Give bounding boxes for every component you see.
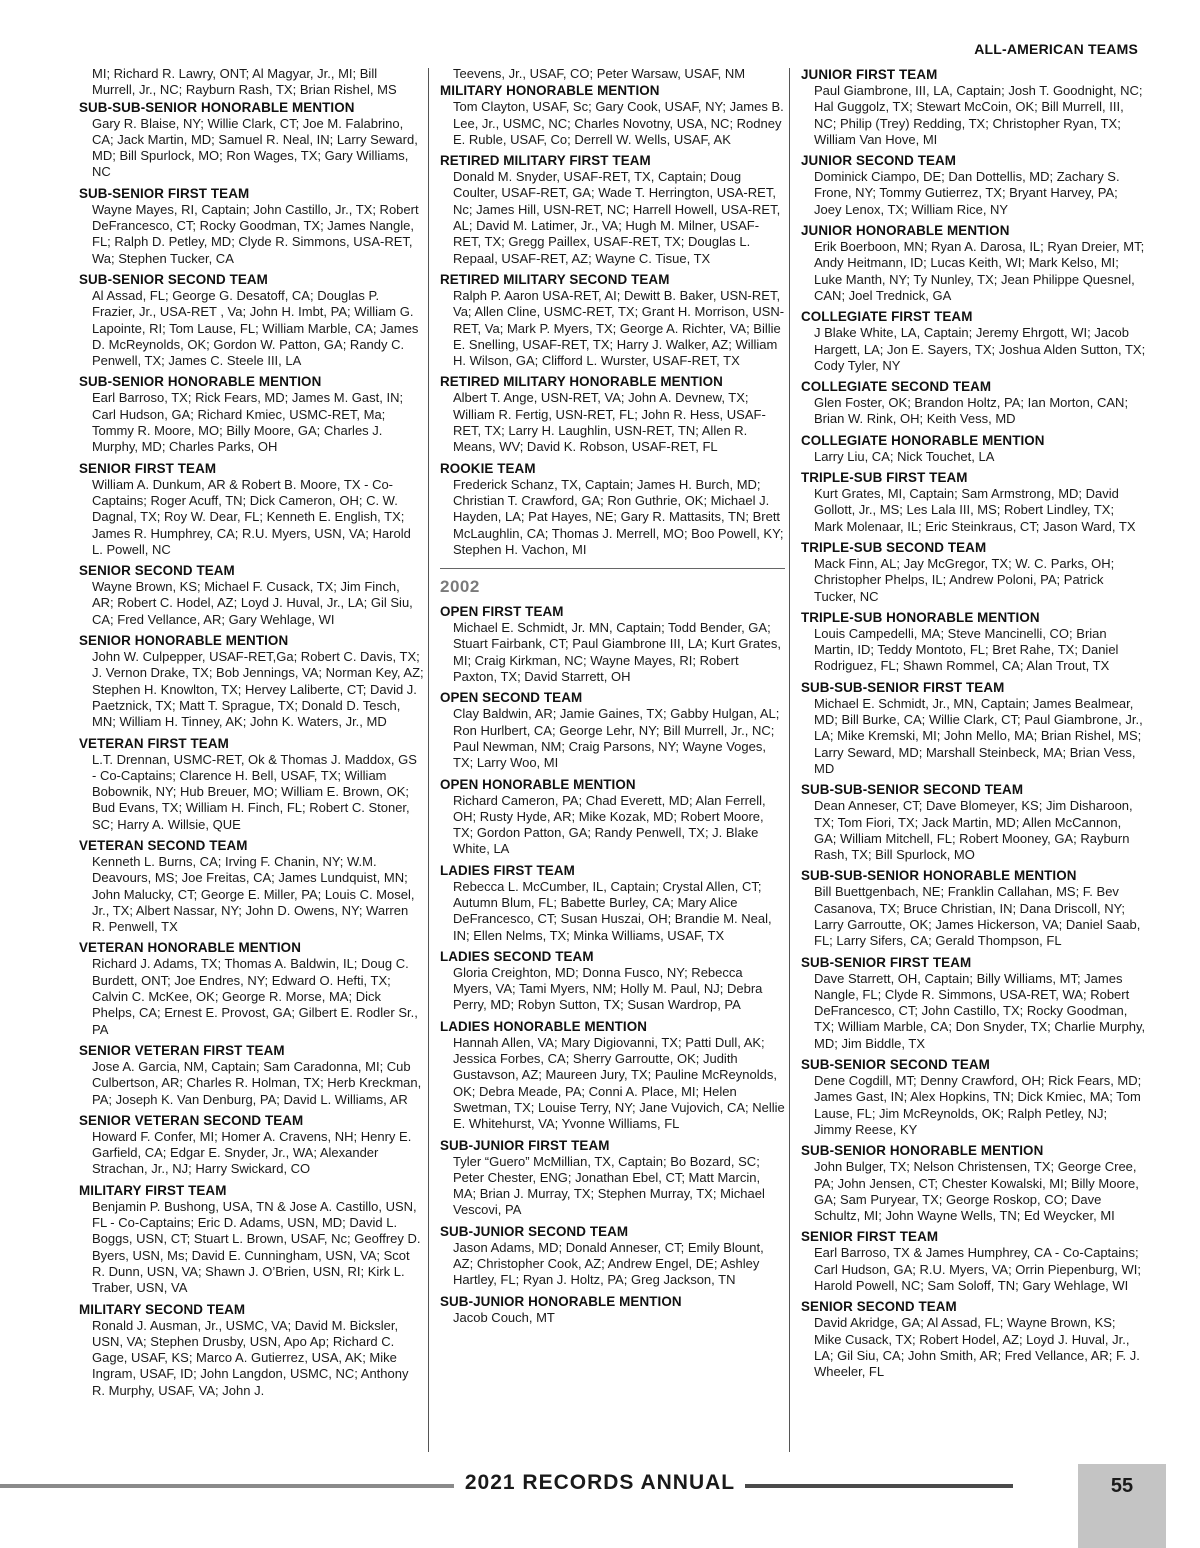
section-title: JUNIOR SECOND TEAM: [801, 153, 957, 169]
column-divider: [789, 68, 790, 1452]
section-body: Larry Liu, CA; Nick Touchet, LA: [814, 448, 995, 464]
section-title: SENIOR HONORABLE MENTION: [79, 633, 289, 649]
team-section: [801, 781, 1146, 863]
continued-text: Teevens, Jr., USAF, CO; Peter Warsaw, USAF, NM: [453, 66, 746, 81]
section-title: VETERAN FIRST TEAM: [79, 735, 229, 751]
column-1: [79, 66, 424, 1403]
team-section: [79, 185, 424, 267]
section-title: SUB-SENIOR HONORABLE MENTION: [801, 1143, 1044, 1159]
team-section: [801, 867, 1146, 949]
team-section: [440, 948, 785, 1014]
section-title: RETIRED MILITARY SECOND TEAM: [440, 271, 670, 287]
section-list: [801, 66, 1146, 1381]
team-section: [801, 152, 1146, 218]
team-section: [440, 862, 785, 944]
column-2: [440, 66, 785, 1330]
team-section: [79, 99, 424, 181]
team-section: [440, 1223, 785, 1289]
section-list: [440, 82, 785, 558]
team-section: [440, 271, 785, 369]
section-body: Earl Barroso, TX; Rick Fears, MD; James M. Gast, IN; Carl Hudson, GA; Richard Kmiec, USMC-RET, Ma; Tommy R. Moore, MO; Billy Moore, GA; Charles J. Murphy, MD; Charles Parks, OH: [92, 390, 404, 455]
team-section: [79, 1112, 424, 1178]
section-body: Erik Boerboon, MN; Ryan A. Darosa, IL; Ryan Dreier, MT; Andy Heitmann, ID; Lucas Keith, WI; Mark Kelso, MI; Luke Manth, NY; Ty Nunley, TX; Jean Philippe Quesnel, CAN; Joel Trednick, GA: [814, 239, 1145, 303]
team-section: [79, 271, 424, 369]
team-section: [440, 460, 785, 558]
team-section: [440, 373, 785, 455]
section-title: ROOKIE TEAM: [440, 460, 536, 476]
section-title: MILITARY SECOND TEAM: [79, 1301, 246, 1317]
page-number: 55: [1110, 1475, 1134, 1497]
section-body: Kenneth L. Burns, CA; Irving F. Chanin, NY; W.M. Deavours, MS; Joe Freitas, CA; James Lundquist, MN; John Malucky, CT; George E. Miller, PA; Louis C. Mosel, Jr., TX; Albert Nassar, NY; John D. Owens, NY; Warren R. Penwell, TX: [92, 853, 415, 935]
section-body: Michael E. Schmidt, Jr., MN, Captain; James Bealmear, MD; Bill Burke, CA; Willie Clark, CT; Paul Giambrone, Jr., LA; Mike Kremski, MI; John Mello, MA; Brian Rishel, MS; Larry Seward, MD; Marshall Steinbeck, MA; Brian Vess, MD: [814, 695, 1143, 776]
section-body: Donald M. Snyder, USAF-RET, TX, Captain; Doug Coulter, USAF-RET, GA; Wade T. Herrington, USA-RET, Nc; James Hill, USN-RET, NC; Harrell Howell, USA-RET, AL; David M. Latimer, Jr., VA; Hugh M. Milner, USAF-RET, TX; Gregg Paillex, USAF-RET, TX; Douglas L. Repaal, USAF-RET, AZ; Wayne C. Tisue, TX: [453, 169, 781, 266]
section-title: SENIOR SECOND TEAM: [79, 563, 235, 579]
team-section: [79, 837, 424, 935]
team-section: [440, 82, 785, 148]
section-body: Tyler “Guero” McMillian, TX, Captain; Bo Bozard, SC; Peter Chester, ENG; Jonathan Ebel, CT; Matt Marcin, MA; Brian J. Murray, TX; Stephen Murray, TX; Michael Vescovi, PA: [453, 1153, 765, 1218]
section-body: Ronald J. Ausman, Jr., USMC, VA; David M. Bicksler, USN, VA; Stephen Drusby, USN, Apo Ap; Richard C. Gage, USAF, KS; Marco A. Gutierrez, USA, AK; Mike Ingram, USAF, ID; John Langdon, USMC, NC; Anthony R. Murphy, USAF, VA; John J.: [92, 1317, 409, 1398]
team-section: [440, 152, 785, 267]
section-title: JUNIOR FIRST TEAM: [801, 67, 938, 82]
section-body: L.T. Drennan, USMC-RET, Ok & Thomas J. Maddox, GS - Co-Captains; Clarence H. Bell, USAF, TX; William Bobownik, NY; Hub Breuer, MO; William E. Brown, OK; Bud Evans, TX; William H. Finch, FL; Robert C. Stoner, SC; Harry A. Willsie, QUE: [92, 751, 417, 832]
team-section: [801, 432, 1146, 465]
section-body: Gary R. Blaise, NY; Willie Clark, CT; Joe M. Falabrino, CA; Jack Martin, MD; Samuel R. Neal, IN; Larry Seward, MD; Bill Spurlock, MO; Ron Wages, TX; Gary Williams, NC: [92, 115, 418, 180]
section-title: OPEN FIRST TEAM: [440, 604, 564, 620]
section-body: William A. Dunkum, AR & Robert B. Moore, TX - Co-Captains; Roger Acuff, TN; Dick Cameron, OH; C. W. Dagnal, TX; Roy W. Dear, FL; Kenneth E. English, TX; James R. Humphrey, CA; R.U. Myers, USN, VA; Harold L. Powell, NC: [92, 476, 411, 557]
section-body: Ralph P. Aaron USA-RET, AI; Dewitt B. Baker, USN-RET, Va; Allen Cline, USMC-RET, TX; Grant H. Morrison, USN-RET, Va; Mark P. Myers, TX; George A. Richter, VA; Billie E. Snelling, USAF-RET, TX; Harry J. Walker, AZ; William H. Wilson, GA; Clifford L. Wurster, USAF-RET, TX: [453, 287, 785, 369]
continued-text: MI; Richard R. Lawry, ONT; Al Magyar, Jr., MI; Bill Murrell, Jr., NC; Rayburn Rash, TX; Brian Rishel, MS: [92, 66, 397, 98]
team-section: [440, 603, 785, 685]
team-section: [440, 689, 785, 771]
section-body: Wayne Brown, KS; Michael F. Cusack, TX; Jim Finch, AR; Robert C. Hodel, AZ; Loyd J. Huval, Jr., LA; Gil Siu, CA; Fred Vellance, AR; Gary Wehlage, WI: [92, 579, 413, 627]
section-title: SUB-SENIOR HONORABLE MENTION: [79, 374, 322, 390]
team-section: [440, 776, 785, 858]
running-header: ALL-AMERICAN TEAMS: [974, 41, 1138, 57]
column-3: [801, 66, 1146, 1385]
team-section: [801, 539, 1146, 605]
team-section: [440, 1018, 785, 1133]
section-title: OPEN SECOND TEAM: [440, 690, 583, 706]
section-title: SUB-SUB-SENIOR FIRST TEAM: [801, 679, 1005, 695]
team-section: [79, 1182, 424, 1297]
section-title: SENIOR VETERAN FIRST TEAM: [79, 1042, 285, 1058]
section-title: SENIOR SECOND TEAM: [801, 1299, 957, 1315]
section-title: MILITARY FIRST TEAM: [79, 1182, 227, 1198]
section-title: SUB-SENIOR FIRST TEAM: [801, 954, 972, 970]
section-body: Michael E. Schmidt, Jr. MN, Captain; Todd Bender, GA; Stuart Fairbank, CT; Paul Giambrone III, LA; Kurt Grates, MI; Craig Kirkman, NC; Wayne Mayes, RI; Robert Paxton, TX; David Starrett, OH: [453, 620, 782, 685]
section-title: JUNIOR HONORABLE MENTION: [801, 223, 1010, 239]
section-title: SUB-SUB-SENIOR SECOND TEAM: [801, 782, 1024, 798]
section-body: Jose A. Garcia, NM, Captain; Sam Caradonna, MI; Cub Culbertson, AR; Charles R. Holman, TX; Herb Kreckman, PA; Joseph K. Van Denburg, PA; David L. Williams, AR: [92, 1058, 422, 1107]
team-section: [801, 469, 1146, 535]
section-body: Jacob Couch, MT: [453, 1309, 555, 1325]
section-body: Clay Baldwin, AR; Jamie Gaines, TX; Gabby Hulgan, AL; Ron Hurlbert, CA; George Lehr, NY; Bill Murrell, Jr., NC; Paul Newman, NM; Craig Parsons, NY; Wayne Voges, TX; Larry Woo, MI: [453, 706, 780, 771]
team-section: [801, 1228, 1146, 1294]
team-section: [801, 954, 1146, 1052]
section-body: Hannah Allen, VA; Mary Digiovanni, TX; Patti Dull, AK; Jessica Forbes, CA; Sherry Garroutte, OK; Judith Gustavson, AZ; Maureen Jury, TX; Pauline McReynolds, OK; Debra Meade, PA; Conni A. Place, MI; Helen Swetman, TX; Louise Terry, NY; Jane Vujovich, CA; Nellie E. Whitehurst, VA; Yvonne Williams, FL: [453, 1034, 785, 1132]
section-title: SUB-SENIOR SECOND TEAM: [801, 1057, 990, 1073]
section-body: Gloria Creighton, MD; Donna Fusco, NY; Rebecca Myers, VA; Tami Myers, NM; Holly M. Paul, NJ; Debra Perry, MD; Robyn Sutton, TX; Susan Wardrop, PA: [453, 964, 763, 1013]
section-title: SUB-SUB-SENIOR HONORABLE MENTION: [79, 99, 355, 115]
section-title: LADIES SECOND TEAM: [440, 948, 594, 964]
team-section: [79, 735, 424, 833]
section-body: Frederick Schanz, TX, Captain; James H. Burch, MD; Christian T. Crawford, GA; Ron Guthrie, OK; Michael J. Hayden, LA; Pat Hayes, NE; Gary R. Mattasits, TN; Brett McLaughlin, CA; Thomas J. Merrell, MO; Boo Powell, KY; Stephen H. Vachon, MI: [453, 476, 784, 557]
section-body: Albert T. Ange, USN-RET, VA; John A. Devnew, TX; William R. Fertig, USN-RET, FL; John R. Hess, USAF-RET, TX; Larry H. Laughlin, USN-RET, TN; Allen R. Means, WV; David K. Robson, USAF-RET, FL: [453, 390, 766, 455]
section-body: Louis Campedelli, MA; Steve Mancinelli, CO; Brian Martin, ID; Teddy Montoto, FL; Bret Rahe, TX; Daniel Rodriguez, FL; Shawn Rommel, CA; Alan Trout, TX: [814, 625, 1119, 674]
section-body: Richard J. Adams, TX; Thomas A. Baldwin, IL; Doug C. Burdett, ONT; Joe Endres, NY; Edward O. Hefti, TX; Calvin C. McKee, OK; George R. Morse, MA; Dick Phelps, CA; Ernest E. Provost, GA; Gilbert E. Rodler Sr., PA: [92, 956, 418, 1037]
team-section: [801, 378, 1146, 428]
section-title: COLLEGIATE FIRST TEAM: [801, 309, 973, 325]
team-section: [440, 1293, 785, 1326]
section-body: Kurt Grates, MI, Captain; Sam Armstrong, MD; David Gollott, Jr., MS; Les Lala III, MS; Robert Lindley, TX; Mark Molenaar, IL; Eric Steinkraus, CT; Jason Ward, TX: [814, 486, 1136, 534]
section-body: Wayne Mayes, RI, Captain; John Castillo, Jr., TX; Robert DeFrancesco, CT; Rocky Goodman, TX; James Nangle, FL; Ralph D. Petley, MD; Clyde R. Simmons, USA-RET, Wa; Stephen Tucker, CA: [92, 201, 419, 266]
team-section: [440, 1137, 785, 1219]
team-section: [79, 939, 424, 1037]
section-title: SUB-SUB-SENIOR HONORABLE MENTION: [801, 868, 1077, 884]
section-title: OPEN HONORABLE MENTION: [440, 776, 636, 792]
section-title: VETERAN SECOND TEAM: [79, 837, 248, 853]
section-body: Earl Barroso, TX & James Humphrey, CA - Co-Captains; Carl Hudson, GA; R.U. Myers, VA; Orrin Piepenburg, WI; Harold Powell, NC; Sam Soloff, TN; Gary Wehlage, WI: [814, 1245, 1142, 1294]
section-title: SENIOR FIRST TEAM: [79, 460, 217, 476]
section-title: SENIOR VETERAN SECOND TEAM: [79, 1112, 304, 1128]
section-list: [440, 603, 785, 1326]
section-body: Jason Adams, MD; Donald Anneser, CT; Emily Blount, AZ; Christopher Cook, AZ; Andrew Engel, DE; Ashley Hartley, FL; Ryan J. Holtz, PA; Greg Jackson, TN: [453, 1239, 764, 1288]
column-divider: [428, 68, 429, 1452]
section-title: COLLEGIATE HONORABLE MENTION: [801, 432, 1045, 448]
team-section: [79, 562, 424, 628]
section-body: Howard F. Confer, MI; Homer A. Cravens, NH; Henry E. Garfield, CA; Edgar E. Snyder, Jr., WA; Alexander Strachan, Jr., NJ; Harry Swickard, CO: [92, 1128, 412, 1177]
section-title: MILITARY HONORABLE MENTION: [440, 83, 660, 99]
section-body: Benjamin P. Bushong, USA, TN & Jose A. Castillo, USN, FL - Co-Captains; Eric D. Adams, USN, MD; David L. Boggs, USN, CT; Stuart L. Brown, USAF, Nc; Geoffrey D. Byers, USN, Ms; David E. Cunningham, USN, VA; Scot R. Dunn, USN, VA; Shawn J. O’Brien, USN, RI; Kirk L. Traber, USN, VA: [92, 1198, 421, 1296]
section-body: Rebecca L. McCumber, IL, Captain; Crystal Allen, CT; Autumn Blum, FL; Babette Burley, CA; Mary Alice DeFrancesco, CT; Susan Huszai, OH; Brandie M. Neal, IN; Ellen Nelms, TX; Minka Williams, USAF, TX: [453, 878, 772, 943]
section-body: David Akridge, GA; Al Assad, FL; Wayne Brown, KS; Mike Cusack, TX; Robert Hodel, AZ; Loyd J. Huval, Jr., LA; Gil Siu, CA; John Smith, AR; Fred Vellance, AR; F. J. Wheeler, FL: [814, 1315, 1140, 1380]
team-section: [79, 373, 424, 455]
section-title: SUB-SENIOR FIRST TEAM: [79, 185, 250, 201]
team-section: [801, 222, 1146, 304]
section-body: John W. Culpepper, USAF-RET,Ga; Robert C. Davis, TX; J. Vernon Drake, TX; Bob Jennings, VA; Norman Key, AZ; Stephen H. Knowlton, TX; Hervey Laliberte, CT; David J. Paetznick, TX; Matt T. Sprague, TX; Donald D. Tesch, MN; William H. Tinney, AK; John K. Waters, Jr., MD: [92, 649, 424, 730]
section-body: Bill Buettgenbach, NE; Franklin Callahan, MS; F. Bev Casanova, TX; Bruce Christian, IN; Dana Driscoll, NY; Larry Garroutte, OK; James Hickerson, VA; Daniel Saab, FL; Larry Sifers, CA; Gerald Thompson, FL: [814, 884, 1141, 949]
section-body: Dene Cogdill, MT; Denny Crawford, OH; Rick Fears, MD; James Gast, IN; Alex Hopkins, TN; Dick Kmiec, MA; Tom Lause, FL; Jim McReynolds, OK; Ralph Petley, NJ; Jimmy Reese, KY: [814, 1073, 1142, 1137]
team-section: [801, 308, 1146, 374]
team-section: [801, 1056, 1146, 1138]
section-body: Al Assad, FL; George G. Desatoff, CA; Douglas P. Frazier, Jr., USA-RET , Va; John H. Imbt, PA; William G. Lapointe, RI; Tom Lause, FL; William Marble, CA; James D. McReynolds, OK; Gordon W. Patton, GA; Randy C. Penwell, TX; James C. Steele III, LA: [92, 287, 419, 369]
section-title: SUB-JUNIOR SECOND TEAM: [440, 1223, 629, 1239]
team-section: [801, 609, 1146, 675]
section-body: Paul Giambrone, III, LA, Captain; Josh T. Goodnight, NC; Hal Guggolz, TX; Stewart McCoin, OK; Bill Murrell, III, NC; Philip (Trey) Redding, TX; Christopher Ryan, TX; William Van Hove, MI: [814, 83, 1143, 147]
section-body: Dave Starrett, OH, Captain; Billy Williams, MT; James Nangle, FL; Clyde R. Simmons, USA-RET, WA; Robert DeFrancesco, CT; John Castillo, TX; Rocky Goodman, TX; William Marble, CA; Don Snyder, TX; Charlie Murphy, MD; Jim Biddle, TX: [814, 970, 1146, 1051]
section-title: LADIES HONORABLE MENTION: [440, 1018, 647, 1034]
section-title: LADIES FIRST TEAM: [440, 862, 575, 878]
team-section: [79, 1042, 424, 1108]
footer-rule-left: [0, 1484, 454, 1488]
section-body: John Bulger, TX; Nelson Christensen, TX; George Cree, PA; John Jensen, CT; Chester Kowalski, MI; Billy Moore, GA; Sam Puryear, TX; George Roskop, CO; Dave Schultz, MI; John Wayne Wells, TN; Ed Weycker, MI: [814, 1159, 1139, 1224]
footer-publication-title: 2021 RECORDS ANNUAL: [464, 1471, 736, 1494]
section-body: J Blake White, LA, Captain; Jeremy Ehrgott, WI; Jacob Hargett, LA; Jon E. Sayers, TX; Joshua Alden Sutton, TX; Cody Tyler, NY: [814, 325, 1146, 373]
team-section: [79, 460, 424, 558]
section-title: SENIOR FIRST TEAM: [801, 1229, 939, 1245]
section-title: TRIPLE-SUB HONORABLE MENTION: [801, 609, 1040, 625]
team-section: [79, 1301, 424, 1399]
section-body: Glen Foster, OK; Brandon Holtz, PA; Ian Morton, CAN; Brian W. Rink, OH; Keith Vess, MD: [814, 395, 1129, 427]
section-title: VETERAN HONORABLE MENTION: [79, 940, 301, 956]
section-body: Tom Clayton, USAF, Sc; Gary Cook, USAF, NY; James B. Lee, Jr., USMC, NC; Charles Novotny, USA, NC; Rodney E. Ruble, USAF, Co; Derrell W. Wells, USAF, AK: [453, 99, 784, 147]
team-section: [801, 1142, 1146, 1224]
team-section: [79, 632, 424, 730]
year-divider: [440, 568, 785, 597]
section-title: SUB-JUNIOR FIRST TEAM: [440, 1137, 610, 1153]
section-body: Richard Cameron, PA; Chad Everett, MD; Alan Ferrell, OH; Rusty Hyde, AR; Mike Kozak, MD; Robert Moore, TX; Gordon Patton, GA; Randy Penwell, TX; J. Blake White, LA: [453, 792, 766, 857]
section-title: RETIRED MILITARY HONORABLE MENTION: [440, 374, 723, 390]
section-title: RETIRED MILITARY FIRST TEAM: [440, 153, 651, 169]
section-title: COLLEGIATE SECOND TEAM: [801, 379, 992, 395]
section-title: TRIPLE-SUB FIRST TEAM: [801, 470, 968, 486]
section-body: Dominick Ciampo, DE; Dan Dottellis, MD; Zachary S. Frone, NY; Tommy Gutierrez, TX; Bryant Harvey, PA; Joey Lenox, TX; William Rice, NY: [814, 169, 1120, 217]
section-title: TRIPLE-SUB SECOND TEAM: [801, 539, 987, 555]
team-section: [801, 679, 1146, 777]
section-body: Dean Anneser, CT; Dave Blomeyer, KS; Jim Disharoon, TX; Tom Fiori, TX; Jack Martin, MD; Allen McCannon, GA; William Mitchell, FL; Robert Mooney, GA; Rayburn Rash, TX; Bill Spurlock, MO: [814, 798, 1133, 863]
section-title: SUB-JUNIOR HONORABLE MENTION: [440, 1293, 682, 1309]
team-section: [801, 1298, 1146, 1380]
year-heading: 2002: [440, 577, 480, 597]
section-list: [79, 99, 424, 1399]
footer-rule-right: [745, 1484, 1013, 1488]
section-body: Mack Finn, AL; Jay McGregor, TX; W. C. Parks, OH; Christopher Phelps, IL; Andrew Poloni, PA; Patrick Tucker, NC: [814, 555, 1115, 604]
team-section: [801, 66, 1146, 148]
section-title: SUB-SENIOR SECOND TEAM: [79, 271, 268, 287]
